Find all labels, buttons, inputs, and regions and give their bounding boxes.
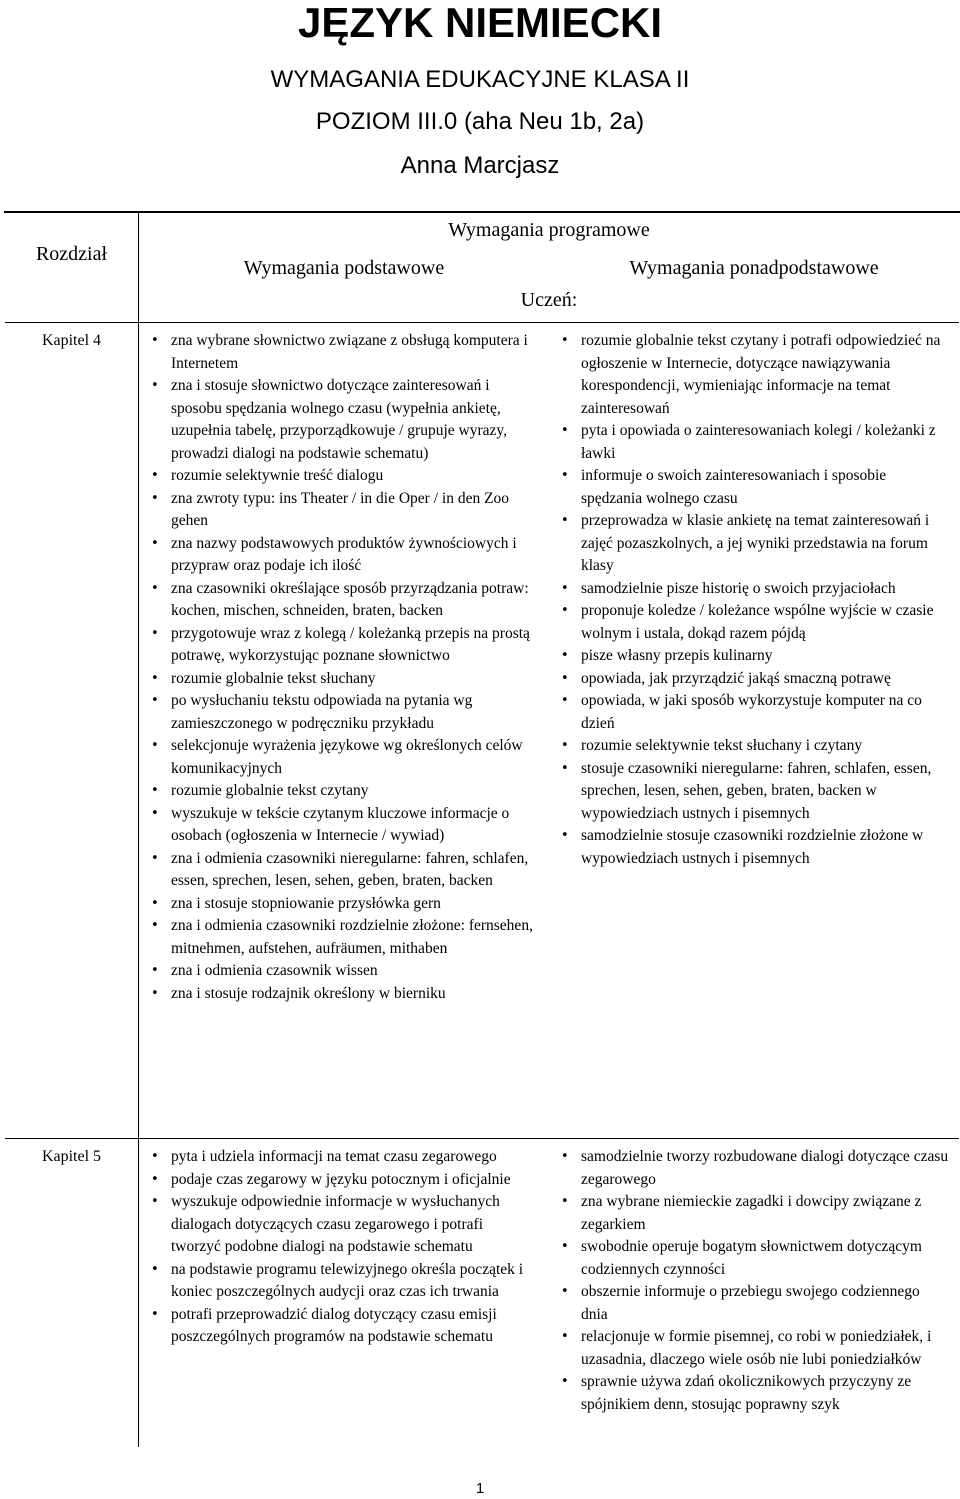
- list-item: • rozumie globalnie tekst czytany: [145, 780, 535, 803]
- basic-requirements-list: [145, 1146, 535, 1349]
- list-item: • zna czasowniki określające sposób przyrządzania potraw: kochen, mischen, schneiden, braten, backen: [145, 578, 535, 623]
- list-item: • przeprowadza w klasie ankietę na temat zainteresowań i zajęć pozaszkolnych, a jej wyniki przedstawia na forum klasy: [555, 510, 950, 578]
- list-item: • wyszukuje w tekście czytanym kluczowe informacje o osobach (ogłoszenia w Internecie / wywiad): [145, 803, 535, 848]
- list-item: • wyszukuje odpowiednie informacje w wysłuchanych dialogach dotyczących czasu zegarowego i potrafi tworzyć podobne dialogi na podstawie schematu: [145, 1191, 535, 1259]
- list-item: • po wysłuchaniu tekstu odpowiada na pytania wg zamieszczonego w podręczniku przykładu: [145, 690, 535, 735]
- list-item: • obszernie informuje o przebiegu swojego codziennego dnia: [555, 1281, 950, 1326]
- header-wymagania-ponadpodstawowe: Wymagania ponadpodstawowe: [629, 257, 879, 279]
- requirements-table: [4, 211, 960, 1413]
- list-item: • przygotowuje wraz z kolegą / koleżanką przepis na prostą potrawę, wykorzystując poznane słownictwo: [145, 623, 535, 668]
- extended-requirements-list: [555, 1146, 950, 1416]
- chapter-label: Kapitel 5: [41, 1148, 102, 1165]
- author-name: Anna Marcjasz: [400, 152, 560, 179]
- list-item: • samodzielnie tworzy rozbudowane dialogi dotyczące czasu zegarowego: [555, 1146, 950, 1191]
- list-item: • rozumie selektywnie tekst słuchany i czytany: [555, 735, 950, 758]
- list-item: • zna zwroty typu: ins Theater / in die Oper / in den Zoo gehen: [145, 488, 535, 533]
- list-item: • opowiada, jak przyrządzić jakąś smaczną potrawę: [555, 668, 950, 691]
- list-item: • rozumie globalnie tekst słuchany: [145, 668, 535, 691]
- list-item: • proponuje koledze / koleżance wspólne wyjście w czasie wolnym i ustala, dokąd razem pójdą: [555, 600, 950, 645]
- basic-requirements-list: [145, 330, 535, 1005]
- list-item: • zna i odmienia czasownik wissen: [145, 960, 535, 983]
- column-divider-1: [138, 212, 139, 1447]
- document-subtitle: WYMAGANIA EDUKACYJNE KLASA II: [270, 66, 690, 93]
- header-row-divider: [138, 322, 959, 323]
- list-item: • zna wybrane niemieckie zagadki i dowcipy związane z zegarkiem: [555, 1191, 950, 1236]
- list-item: • na podstawie programu telewizyjnego określa początek i koniec poszczególnych audycji oraz czas ich trwania: [145, 1259, 535, 1304]
- list-item: • swobodnie operuje bogatym słownictwem dotyczącym codziennych czynności: [555, 1236, 950, 1281]
- list-item: • opowiada, w jaki sposób wykorzystuje komputer na co dzień: [555, 690, 950, 735]
- list-item: • zna i odmienia czasowniki rozdzielnie złożone: fernsehen, mitnehmen, aufstehen, aufräumen, mithaben: [145, 915, 535, 960]
- list-item: • potrafi przeprowadzić dialog dotyczący czasu emisji poszczególnych programów na podstawie schematu: [145, 1304, 535, 1349]
- row-divider: [5, 1138, 959, 1139]
- header-row-divider-left: [5, 322, 138, 323]
- list-item: • pyta i opowiada o zainteresowaniach kolegi / koleżanki z ławki: [555, 420, 950, 465]
- list-item: • sprawnie używa zdań okolicznikowych przyczyny ze spójnikiem denn, stosując poprawny szyk: [555, 1371, 950, 1416]
- list-item: • zna i odmienia czasowniki nieregularne: fahren, schlafen, essen, sprechen, lesen, sehen, geben, braten, backen: [145, 848, 535, 893]
- extended-requirements-list: [555, 330, 950, 870]
- header-wymagania-podstawowe: Wymagania podstawowe: [243, 257, 445, 279]
- header-uczen: Uczeń:: [520, 289, 578, 311]
- header-wymagania-programowe: Wymagania programowe: [448, 219, 650, 241]
- level-subtitle: POZIOM III.0 (aha Neu 1b, 2a): [315, 108, 645, 135]
- list-item: • pyta i udziela informacji na temat czasu zegarowego: [145, 1146, 535, 1169]
- list-item: • zna nazwy podstawowych produktów żywnościowych i przypraw oraz podaje ich ilość: [145, 533, 535, 578]
- page-number: 1: [475, 1480, 485, 1497]
- list-item: • pisze własny przepis kulinarny: [555, 645, 950, 668]
- list-item: • relacjonuje w formie pisemnej, co robi w poniedziałek, i uzasadnia, dlaczego wiele osób nie lubi poniedziałków: [555, 1326, 950, 1371]
- list-item: • zna i stosuje stopniowanie przysłówka gern: [145, 893, 535, 916]
- list-item: • rozumie globalnie tekst czytany i potrafi odpowiedzieć na ogłoszenie w Internecie, dotyczące nawiązywania korespondencji, wymieniając informacje na temat zainteresowań: [555, 330, 950, 420]
- list-item: • informuje o swoich zainteresowaniach i sposobie spędzania wolnego czasu: [555, 465, 950, 510]
- list-item: • stosuje czasowniki nieregularne: fahren, schlafen, essen, sprechen, lesen, sehen, geben, braten, backen w wypowiedziach ustnych i pisemnych: [555, 758, 950, 826]
- chapter-label: Kapitel 4: [41, 332, 102, 349]
- list-item: • samodzielnie pisze historię o swoich przyjaciołach: [555, 578, 950, 601]
- list-item: • selekcjonuje wyrażenia językowe wg określonych celów komunikacyjnych: [145, 735, 535, 780]
- list-item: • zna i stosuje rodzajnik określony w bierniku: [145, 983, 535, 1006]
- list-item: • podaje czas zegarowy w języku potocznym i oficjalnie: [145, 1169, 535, 1192]
- header-rozdzial: Rozdział: [35, 243, 108, 265]
- page-title: JĘZYK NIEMIECKI: [297, 0, 663, 46]
- list-item: • rozumie selektywnie treść dialogu: [145, 465, 535, 488]
- list-item: • zna wybrane słownictwo związane z obsługą komputera i Internetem: [145, 330, 535, 375]
- list-item: • zna i stosuje słownictwo dotyczące zainteresowań i sposobu spędzania wolnego czasu (wypełnia ankietę, uzupełnia tabelę, przyporządkowuje / grupuje wyrazy, prowadzi dialogi na podstawie schematu): [145, 375, 535, 465]
- list-item: • samodzielnie stosuje czasowniki rozdzielnie złożone w wypowiedziach ustnych i pisemnych: [555, 825, 950, 870]
